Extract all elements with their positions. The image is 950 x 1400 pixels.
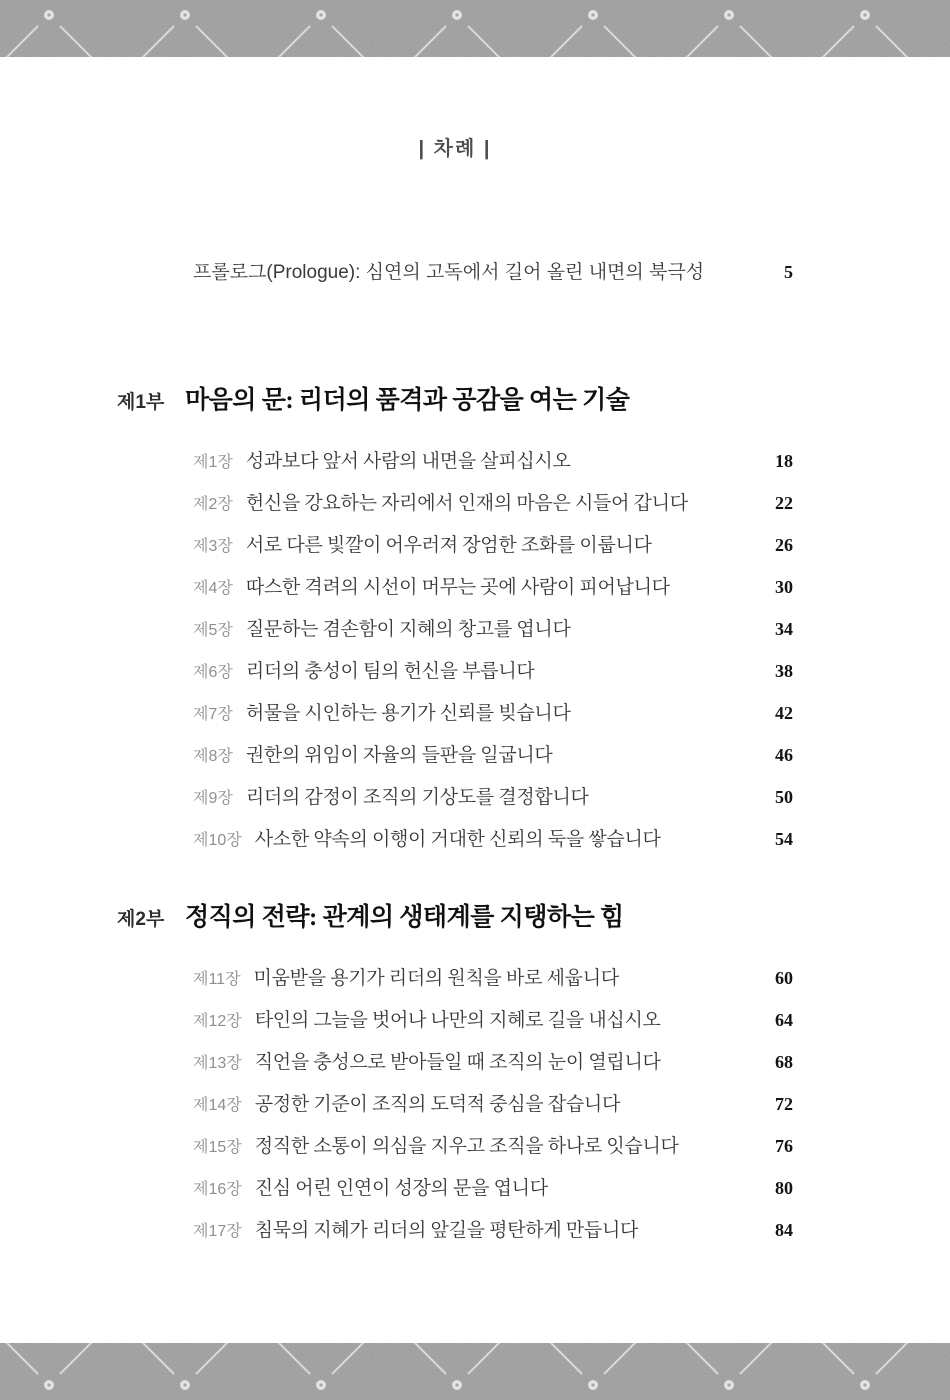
toc-entry xyxy=(117,1218,793,1242)
toc-entry xyxy=(117,966,793,990)
chapter-title: 리더의 감정이 조직의 기상도를 결정합니다 xyxy=(245,787,589,808)
chapter-label: 제17장 xyxy=(193,1223,242,1240)
chapter-label: 제5장 xyxy=(193,622,233,639)
prologue-entry xyxy=(117,261,793,285)
toc-entry xyxy=(117,1176,793,1200)
chapter-title: 허물을 시인하는 용기가 신뢰를 빚습니다 xyxy=(245,703,571,724)
chapter-label: 제15장 xyxy=(193,1139,242,1156)
toc-entry xyxy=(117,449,793,473)
toc-entry xyxy=(117,1050,793,1074)
chapter-title: 리더의 충성이 팀의 헌신을 부릅니다 xyxy=(245,661,535,682)
toc-entry xyxy=(117,575,793,599)
toc-entry xyxy=(117,743,793,767)
toc-entry xyxy=(117,1134,793,1158)
toc-entry xyxy=(117,659,793,683)
chapter-title: 따스한 격려의 시선이 머무는 곳에 사람이 피어납니다 xyxy=(245,577,670,598)
chapter-label: 제10장 xyxy=(193,832,242,849)
chapter-title: 사소한 약속의 이행이 거대한 신뢰의 둑을 쌓습니다 xyxy=(254,829,661,850)
chapter-page-number: 42 xyxy=(775,703,793,723)
chapter-title: 미움받을 용기가 리더의 원칙을 바로 세웁니다 xyxy=(253,968,619,989)
toc-entry xyxy=(117,701,793,725)
chapter-list xyxy=(117,449,793,851)
chapter-title: 권한의 위임이 자율의 들판을 일굽니다 xyxy=(245,745,553,766)
page-title: | 차례 | xyxy=(418,138,492,160)
chapter-label: 제4장 xyxy=(193,580,233,597)
prologue-page-number: 5 xyxy=(784,262,793,282)
toc-entry xyxy=(117,785,793,809)
diamond-lattice-art-bottom xyxy=(0,1343,950,1400)
chapter-title: 헌신을 강요하는 자리에서 인재의 마음은 시들어 갑니다 xyxy=(245,493,688,514)
chapter-label: 제2장 xyxy=(193,496,233,513)
chapter-title: 직언을 충성으로 받아들일 때 조직의 눈이 열립니다 xyxy=(254,1052,661,1073)
decorative-top-band xyxy=(0,0,950,57)
chapter-label: 제3장 xyxy=(193,538,233,555)
chapter-title: 질문하는 겸손함이 지혜의 창고를 엽니다 xyxy=(245,619,571,640)
chapter-page-number: 64 xyxy=(775,1010,793,1030)
chapter-title: 타인의 그늘을 벗어나 나만의 지혜로 길을 내십시오 xyxy=(254,1010,661,1031)
part-title: 마음의 문: 리더의 품격과 공감을 여는 기술 xyxy=(185,387,630,414)
chapter-label: 제1장 xyxy=(193,454,233,471)
chapter-list xyxy=(117,966,793,1242)
chapter-label: 제9장 xyxy=(193,790,233,807)
part-label: 제1부 xyxy=(117,392,165,413)
part-section xyxy=(117,386,793,851)
toc-entry xyxy=(117,1008,793,1032)
chapter-title: 성과보다 앞서 사람의 내면을 살피십시오 xyxy=(245,451,571,472)
chapter-page-number: 72 xyxy=(775,1094,793,1114)
chapter-page-number: 38 xyxy=(775,661,793,681)
part-title: 정직의 전략: 관계의 생태계를 지탱하는 힘 xyxy=(185,904,624,931)
chapter-title: 정직한 소통이 의심을 지우고 조직을 하나로 잇습니다 xyxy=(254,1136,679,1157)
decorative-bottom-band xyxy=(0,1343,950,1400)
toc-entry xyxy=(117,533,793,557)
chapter-page-number: 50 xyxy=(775,787,793,807)
chapter-page-number: 76 xyxy=(775,1136,793,1156)
chapter-label: 제12장 xyxy=(193,1013,242,1030)
chapter-title: 침묵의 지혜가 리더의 앞길을 평탄하게 만듭니다 xyxy=(254,1220,639,1241)
chapter-label: 제8장 xyxy=(193,748,233,765)
chapter-page-number: 18 xyxy=(775,451,793,471)
chapter-title: 진심 어린 인연이 성장의 문을 엽니다 xyxy=(254,1178,548,1199)
diamond-lattice-art-top xyxy=(0,0,950,57)
chapter-page-number: 54 xyxy=(775,829,793,849)
chapter-page-number: 26 xyxy=(775,535,793,555)
toc-content xyxy=(117,57,793,1260)
toc-entry xyxy=(117,617,793,641)
chapter-label: 제16장 xyxy=(193,1181,242,1198)
chapter-page-number: 60 xyxy=(775,968,793,988)
toc-entry xyxy=(117,1092,793,1116)
chapter-title: 서로 다른 빛깔이 어우러져 장엄한 조화를 이룹니다 xyxy=(245,535,652,556)
parts-list xyxy=(117,386,793,1242)
chapter-page-number: 84 xyxy=(775,1220,793,1240)
chapter-label: 제6장 xyxy=(193,664,233,681)
prologue-text: 프롤로그(Prologue): 심연의 고독에서 길어 올린 내면의 북극성 xyxy=(193,262,705,283)
part-heading xyxy=(117,386,793,418)
chapter-page-number: 34 xyxy=(775,619,793,639)
part-label: 제2부 xyxy=(117,909,165,930)
chapter-page-number: 68 xyxy=(775,1052,793,1072)
part-section xyxy=(117,903,793,1242)
part-heading xyxy=(117,903,793,935)
chapter-label: 제11장 xyxy=(193,971,241,988)
chapter-label: 제7장 xyxy=(193,706,233,723)
chapter-page-number: 80 xyxy=(775,1178,793,1198)
toc-entry xyxy=(117,827,793,851)
chapter-label: 제14장 xyxy=(193,1097,242,1114)
toc-entry xyxy=(117,491,793,515)
chapter-label: 제13장 xyxy=(193,1055,242,1072)
chapter-page-number: 46 xyxy=(775,745,793,765)
chapter-page-number: 22 xyxy=(775,493,793,513)
chapter-title: 공정한 기준이 조직의 도덕적 중심을 잡습니다 xyxy=(254,1094,620,1115)
chapter-page-number: 30 xyxy=(775,577,793,597)
